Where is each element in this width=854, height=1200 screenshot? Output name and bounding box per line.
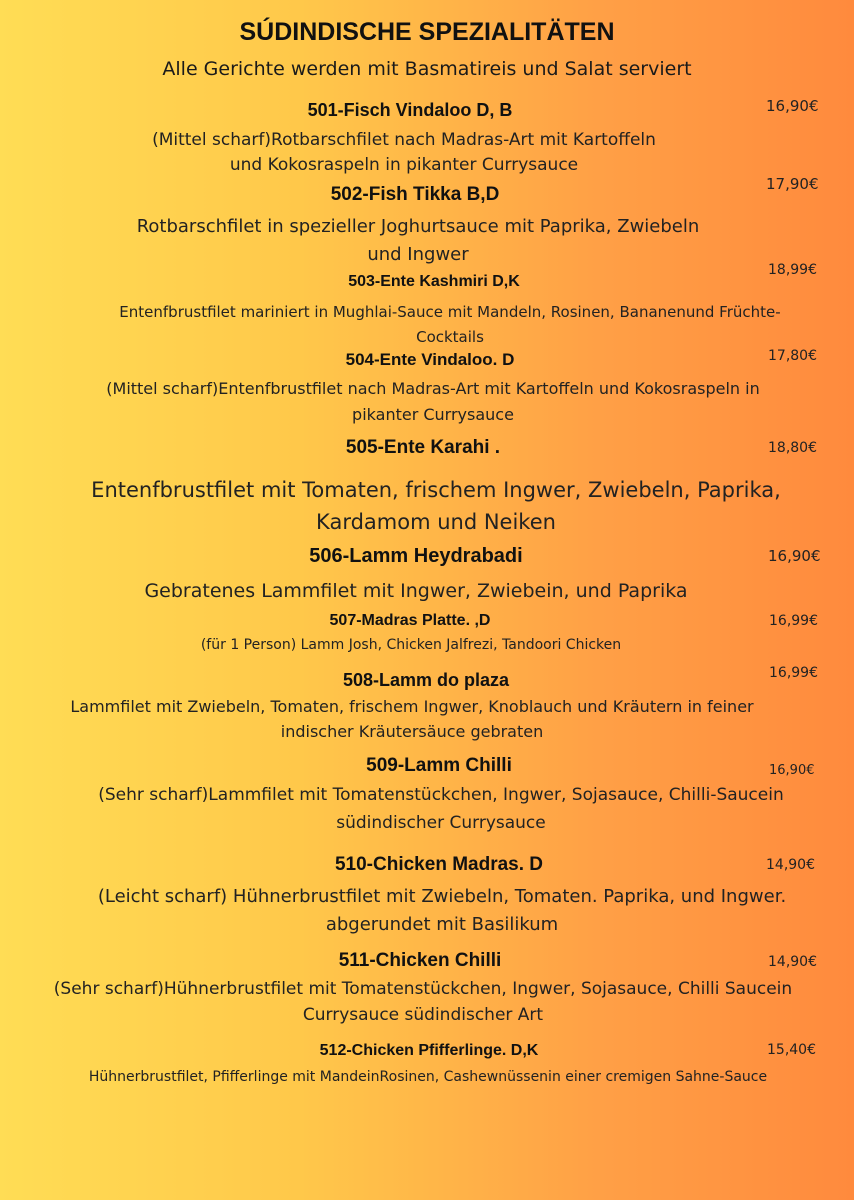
- dish-price: 16,99€: [769, 665, 818, 681]
- dish-name: 512-Chicken Pfifferlinge. D,K: [319, 1042, 539, 1059]
- dish-description-line: (Sehr scharf)Hühnerbrustfilet mit Tomatenstückchen, Ingwer, Sojasauce, Chilli Saucein: [53, 979, 793, 999]
- page-subtitle: Alle Gerichte werden mit Basmatireis und Salat serviert: [162, 58, 692, 80]
- dish-price: 16,99€: [769, 613, 818, 629]
- dish-description-line: Rotbarschfilet in spezieller Joghurtsauce mit Paprika, Zwiebeln: [136, 216, 700, 237]
- dish-price: 17,80€: [768, 348, 817, 364]
- dish-name: 510-Chicken Madras. D: [334, 854, 544, 875]
- dish-name: 504-Ente Vindaloo. D: [345, 350, 515, 369]
- dish-description-line: (Mittel scharf)Entenfbrustfilet nach Madras-Art mit Kartoffeln und Kokosraspeln in: [106, 379, 760, 398]
- dish-price: 14,90€: [766, 857, 815, 873]
- dish-name: 506-Lamm Heydrabadi: [309, 545, 523, 567]
- dish-description-line: Entenfbrustfilet mit Tomaten, frischem Ingwer, Zwiebeln, Paprika,: [91, 478, 781, 502]
- dish-description-line: (Mittel scharf)Rotbarschfilet nach Madras-Art mit Kartoffeln: [152, 130, 656, 150]
- dish-description-line: Kardamom und Neiken: [316, 510, 556, 534]
- dish-description-line: Gebratenes Lammfilet mit Ingwer, Zwiebein, und Paprika: [144, 580, 688, 602]
- dish-description-line: südindischer Currysauce: [336, 813, 546, 833]
- dish-price: 18,80€: [768, 440, 817, 456]
- page-title: SÚDINDISCHE SPEZIALITÄTEN: [239, 18, 615, 46]
- dish-description-line: (Sehr scharf)Lammfilet mit Tomatenstückchen, Ingwer, Sojasauce, Chilli-Saucein: [98, 785, 784, 805]
- dish-name: 503-Ente Kashmiri D,K: [348, 273, 520, 290]
- dish-price: 15,40€: [767, 1042, 816, 1058]
- dish-description-line: abgerundet mit Basilikum: [325, 914, 559, 935]
- dish-price: 17,90€: [766, 175, 819, 193]
- dish-price: 16,90€: [769, 763, 815, 778]
- dish-description-line: und Ingwer: [367, 244, 469, 265]
- dish-description-line: Entenfbrustfilet mariniert in Mughlai-Sauce mit Mandeln, Rosinen, Bananenund Früchte-: [119, 303, 781, 321]
- dish-price: 14,90€: [768, 954, 817, 970]
- dish-description-line: pikanter Currysauce: [352, 405, 514, 424]
- dish-description-line: Lammfilet mit Zwiebeln, Tomaten, frischem Ingwer, Knoblauch und Kräutern in feiner: [70, 697, 754, 716]
- dish-description-line: Hühnerbrustfilet, Pfifferlinge mit MandeinRosinen, Cashewnüssenin einer cremigen Sahne-Sauce: [88, 1069, 768, 1085]
- dish-description-line: (für 1 Person) Lamm Josh, Chicken Jalfrezi, Tandoori Chicken: [200, 637, 622, 653]
- dish-name: 508-Lamm do plaza: [342, 670, 510, 690]
- dish-name: 509-Lamm Chilli: [366, 755, 512, 776]
- dish-price: 18,99€: [768, 262, 817, 278]
- dish-name: 501-Fisch Vindaloo D, B: [307, 100, 513, 120]
- dish-description-line: indischer Kräutersäuce gebraten: [280, 722, 544, 741]
- dish-description-line: Currysauce südindischer Art: [302, 1005, 544, 1025]
- dish-description-line: Cocktails: [416, 328, 484, 346]
- dish-name: 505-Ente Karahi .: [345, 437, 501, 458]
- dish-description-line: und Kokosraspeln in pikanter Currysauce: [229, 155, 579, 175]
- dish-description-line: (Leicht scharf) Hühnerbrustfilet mit Zwiebeln, Tomaten. Paprika, und Ingwer.: [97, 886, 787, 907]
- dish-price: 16,90€: [766, 97, 819, 115]
- dish-name: 502-Fish Tikka B,D: [330, 184, 500, 205]
- dish-name: 507-Madras Platte. ,D: [329, 612, 491, 629]
- dish-price: 16,90€: [768, 547, 821, 565]
- dish-name: 511-Chicken Chilli: [338, 950, 502, 971]
